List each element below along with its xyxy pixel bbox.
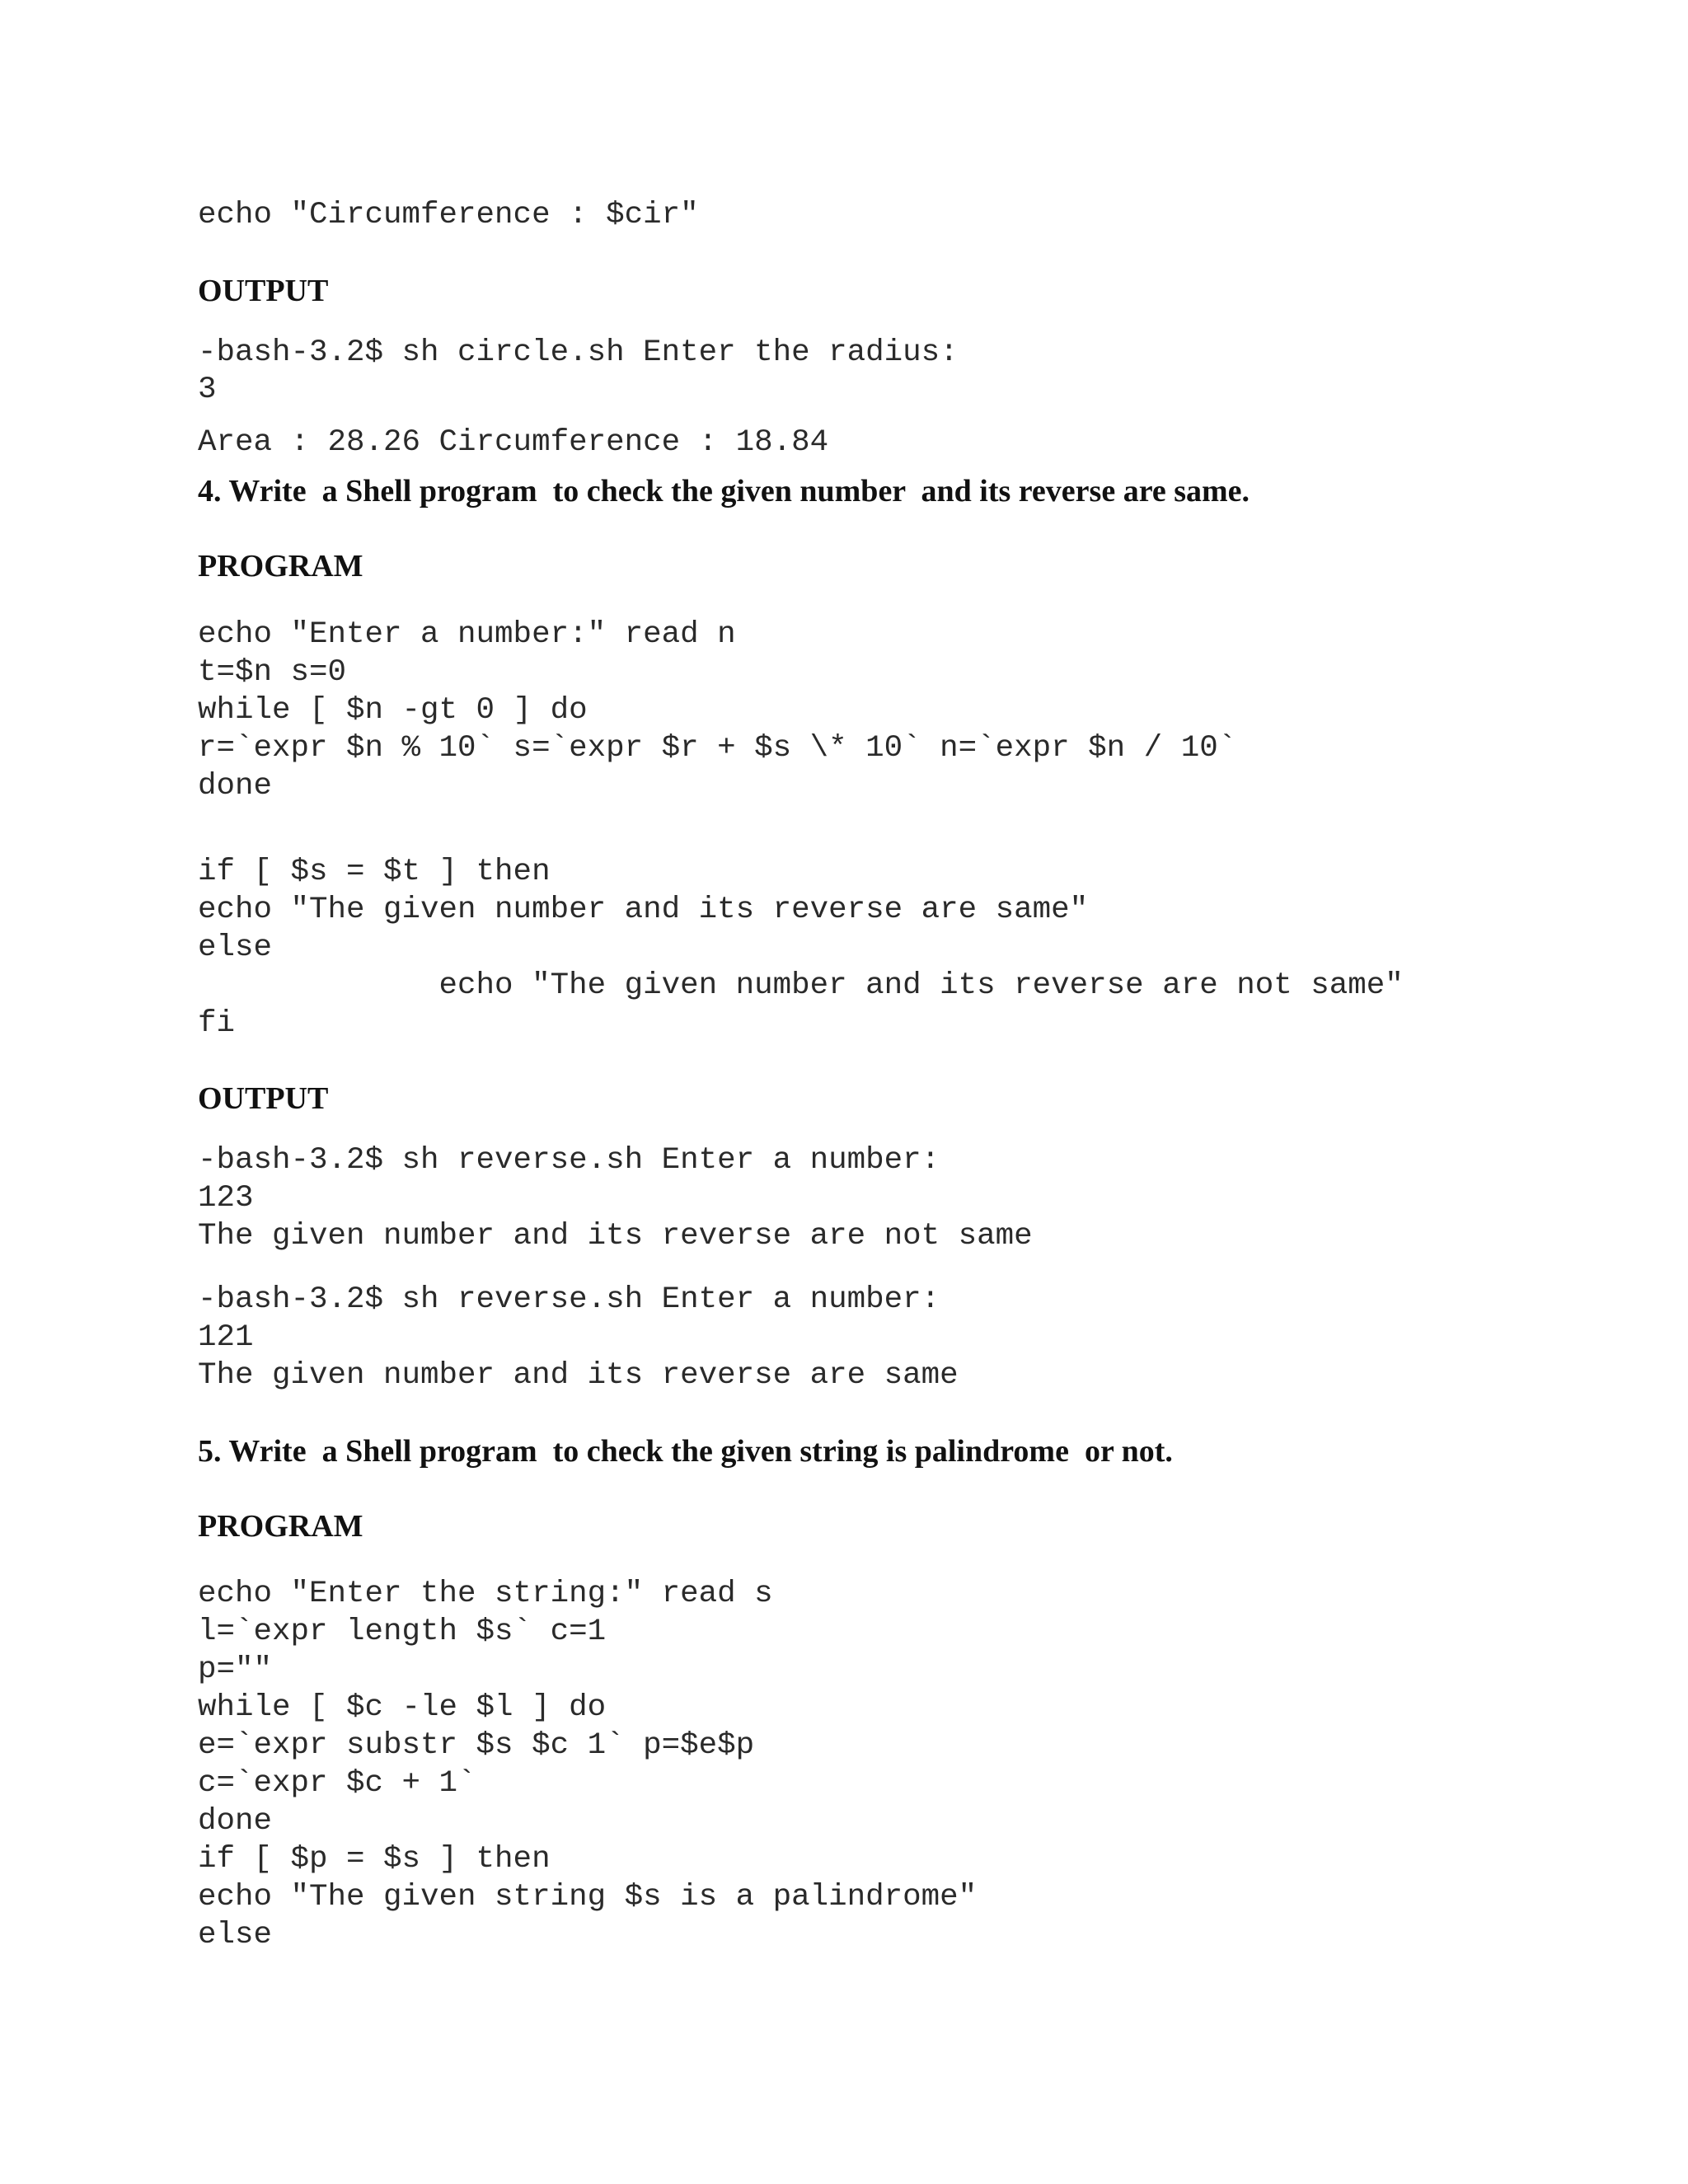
output-line: -bash-3.2$ sh reverse.sh Enter a number: (198, 1143, 940, 1178)
code-line: done (198, 1804, 273, 1839)
output-line: The given number and its reverse are same (198, 1358, 959, 1393)
output-line: The given number and its reverse are not same (198, 1219, 1033, 1254)
question-heading: 4. Write a Shell program to check the given number and its reverse are same. (198, 474, 1250, 509)
code-line: done (198, 769, 273, 804)
code-line: else (198, 1918, 273, 1952)
code-line: else (198, 930, 273, 965)
code-line: echo "Circumference : $cir" (198, 198, 699, 232)
code-line: if [ $s = $t ] then (198, 855, 551, 889)
code-line: echo "Enter a number:" read n (198, 617, 736, 652)
code-line: echo "The given number and its reverse are same" (198, 893, 1089, 927)
output-line: 121 (198, 1320, 254, 1355)
code-line: p="" (198, 1652, 273, 1687)
output-line: -bash-3.2$ sh reverse.sh Enter a number: (198, 1282, 940, 1317)
output-line: 123 (198, 1181, 254, 1216)
output-line: Area : 28.26 Circumference : 18.84 (198, 425, 829, 460)
question-heading: 5. Write a Shell program to check the given string is palindrome or not. (198, 1434, 1173, 1469)
code-line: c=`expr $c + 1` (198, 1766, 476, 1801)
section-heading: OUTPUT (198, 1081, 329, 1116)
code-line: echo "Enter the string:" read s (198, 1577, 773, 1611)
code-line: while [ $n -gt 0 ] do (198, 693, 588, 728)
section-heading: OUTPUT (198, 274, 329, 308)
section-heading: PROGRAM (198, 549, 363, 583)
code-line: echo "The given string $s is a palindrome" (198, 1880, 978, 1915)
code-line: t=$n s=0 (198, 655, 347, 690)
code-line: fi (198, 1006, 236, 1041)
output-line: 3 (198, 373, 217, 407)
section-heading: PROGRAM (198, 1509, 363, 1544)
code-line: r=`expr $n % 10` s=`expr $r + $s \* 10` n=`expr $n / 10` (198, 731, 1237, 766)
code-line: l=`expr length $s` c=1 (198, 1615, 607, 1649)
output-line: -bash-3.2$ sh circle.sh Enter the radius: (198, 335, 959, 370)
code-line: if [ $p = $s ] then (198, 1842, 551, 1877)
code-line: while [ $c -le $l ] do (198, 1690, 607, 1725)
code-line: e=`expr substr $s $c 1` p=$e$p (198, 1728, 755, 1763)
code-line: echo "The given number and its reverse are not same" (198, 968, 1404, 1003)
